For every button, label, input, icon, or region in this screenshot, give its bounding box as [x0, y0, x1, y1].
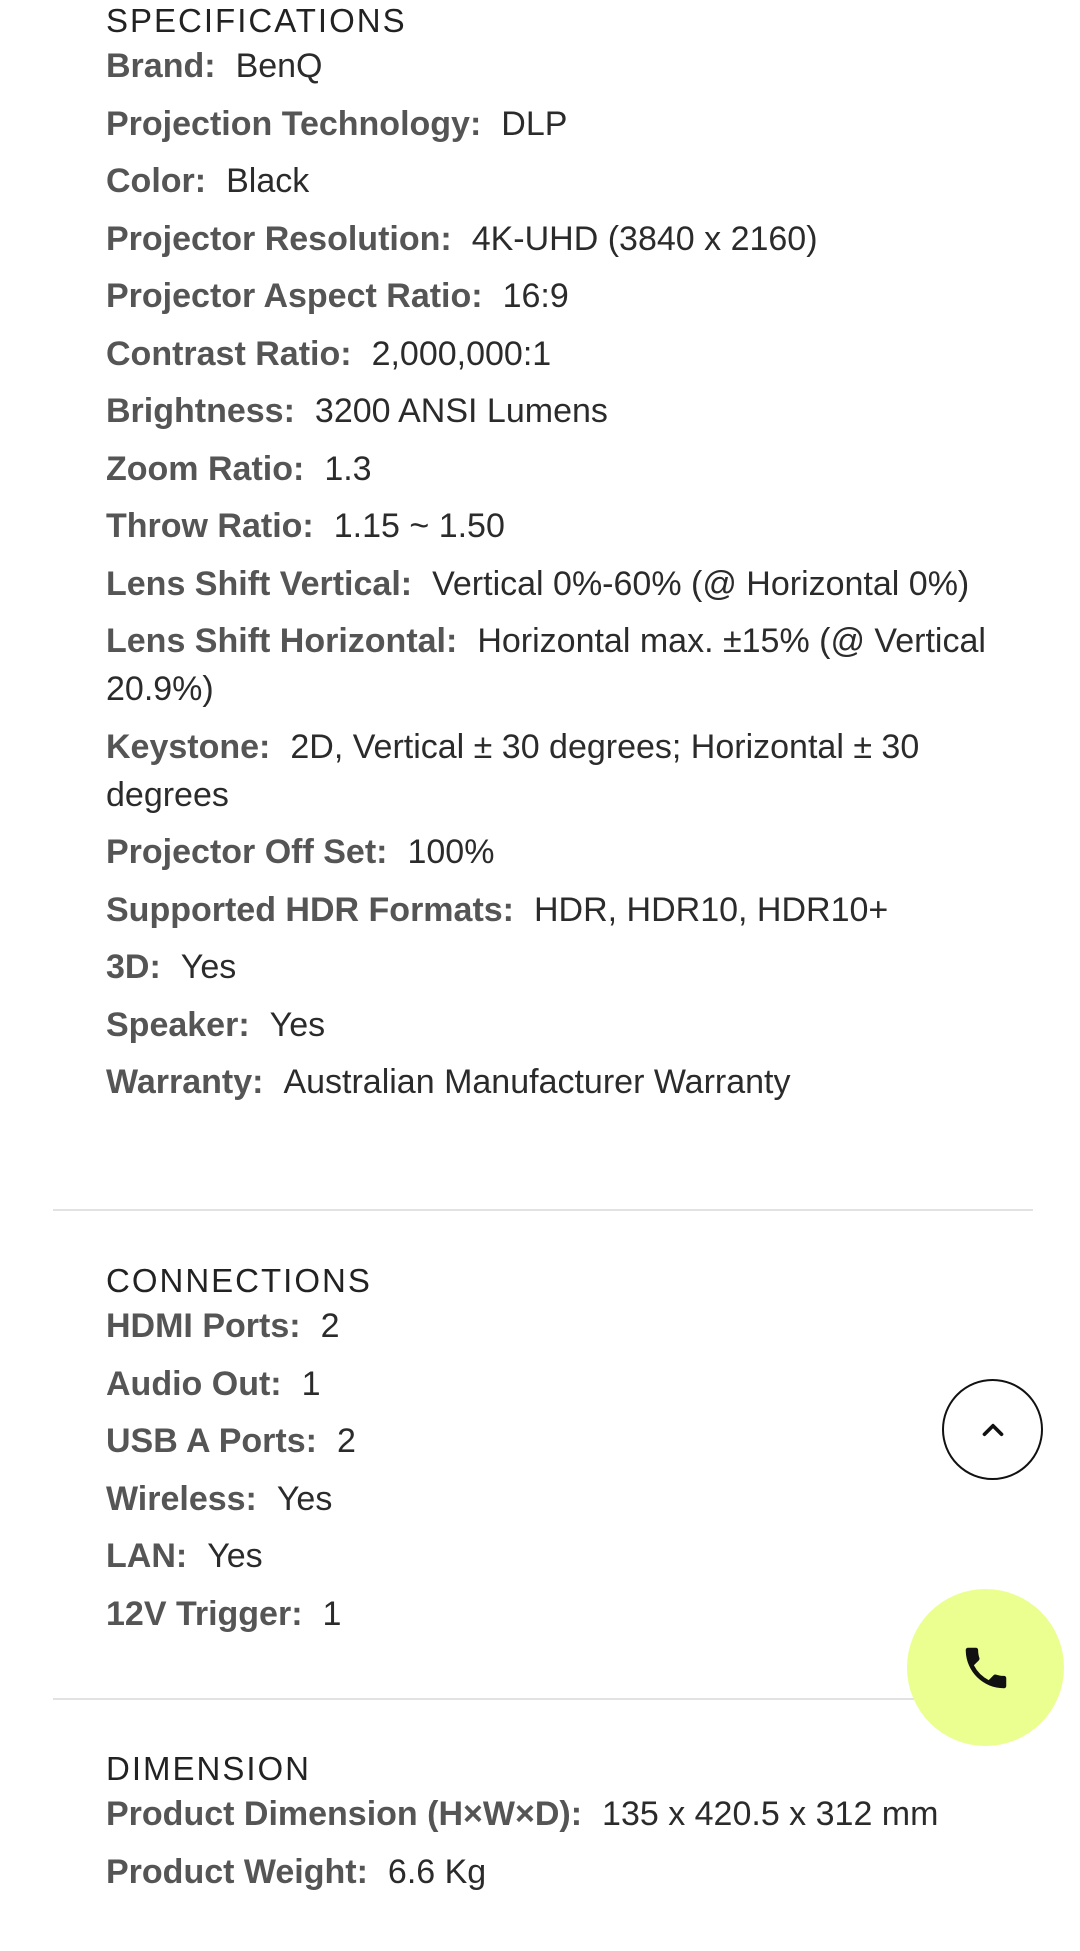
spec-row [106, 886, 986, 934]
spec-value: Yes [207, 1537, 263, 1575]
spec-row [106, 502, 986, 550]
spec-label: 3D: [106, 948, 161, 986]
spec-label: 12V Trigger: [106, 1594, 303, 1633]
section-title: CONNECTIONS [106, 1262, 372, 1299]
spec-label: HDMI Ports: [106, 1307, 301, 1345]
spec-label: Supported HDR Formats: [106, 890, 514, 929]
spec-label: Lens Shift Horizontal: [106, 622, 458, 660]
spec-label: LAN: [106, 1537, 188, 1575]
spec-row [106, 560, 986, 608]
spec-value: 2 [320, 1307, 340, 1345]
spec-value: 135 x 420.5 x 312 mm [602, 1795, 939, 1833]
spec-row [106, 1790, 986, 1838]
spec-value: Vertical 0%-60% (@ Horizontal 0%) [432, 564, 970, 603]
spec-row [106, 387, 986, 435]
spec-label: Projection Technology: [106, 104, 482, 143]
spec-row [106, 1001, 986, 1049]
spec-row [106, 943, 986, 991]
scroll-to-top-button[interactable] [942, 1379, 1043, 1480]
spec-value: 2,000,000:1 [371, 334, 552, 373]
spec-value: 1.15 ~ 1.50 [333, 507, 505, 545]
spec-value: 6.6 Kg [387, 1852, 487, 1891]
spec-value: Yes [276, 1479, 333, 1518]
spec-value: Yes [180, 948, 237, 986]
spec-row [106, 617, 986, 713]
spec-value: 16:9 [502, 277, 569, 315]
spec-label: Projector Aspect Ratio: [106, 277, 483, 315]
spec-row [106, 1058, 986, 1106]
dimension-section [106, 1748, 986, 1905]
spec-label: Audio Out: [106, 1364, 282, 1403]
spec-label: Contrast Ratio: [106, 334, 352, 373]
section-divider [53, 1209, 1033, 1211]
spec-value: 100% [407, 833, 495, 871]
spec-row [106, 1360, 986, 1408]
spec-list [106, 42, 986, 1106]
spec-row [106, 330, 986, 378]
spec-label: Product Dimension (H×W×D): [106, 1795, 583, 1833]
spec-row [106, 1590, 986, 1638]
spec-row [106, 828, 986, 876]
spec-row [106, 157, 986, 205]
spec-value: 4K-UHD (3840 x 2160) [471, 219, 818, 258]
spec-label: USB A Ports: [106, 1422, 317, 1460]
spec-value: 3200 ANSI Lumens [314, 392, 608, 430]
spec-row [106, 445, 986, 493]
spec-value: Australian Manufacturer Warranty [283, 1063, 791, 1101]
spec-label: Lens Shift Vertical: [106, 564, 413, 603]
section-title: DIMENSION [106, 1750, 312, 1787]
spec-value: 1 [301, 1364, 321, 1403]
spec-label: Brand: [106, 47, 216, 85]
chevron-up-icon [976, 1413, 1010, 1447]
spec-row [106, 100, 986, 148]
spec-row [106, 1302, 986, 1350]
spec-value: 1.3 [324, 449, 372, 488]
spec-label: Projector Off Set: [106, 833, 388, 871]
spec-list [106, 1302, 986, 1638]
spec-label: Projector Resolution: [106, 219, 452, 258]
connections-section [106, 1260, 986, 1647]
spec-label: Brightness: [106, 392, 295, 430]
spec-list [106, 1790, 986, 1896]
spec-label: Speaker: [106, 1005, 250, 1044]
spec-label: Warranty: [106, 1063, 264, 1101]
spec-label: Throw Ratio: [106, 507, 314, 545]
spec-value: BenQ [235, 47, 323, 85]
spec-label: Keystone: [106, 727, 271, 766]
spec-row [106, 215, 986, 263]
section-divider [53, 1698, 1033, 1700]
spec-row [106, 1532, 986, 1580]
spec-label: Color: [106, 162, 207, 200]
phone-icon [959, 1641, 1013, 1695]
spec-row [106, 42, 986, 90]
spec-value: 1 [322, 1594, 342, 1633]
spec-row [106, 272, 986, 320]
spec-row [106, 1848, 986, 1896]
spec-value: Black [226, 162, 310, 200]
spec-value: HDR, HDR10, HDR10+ [534, 890, 889, 929]
spec-row [106, 723, 986, 819]
spec-value: 2 [336, 1422, 356, 1460]
spec-row [106, 1475, 986, 1523]
spec-label: Zoom Ratio: [106, 449, 305, 488]
spec-value: 2D, Vertical ± 30 degrees; Horizontal ± 30 degrees [106, 727, 920, 814]
spec-label: Product Weight: [106, 1852, 368, 1891]
spec-value: Yes [269, 1005, 326, 1044]
call-button[interactable] [907, 1589, 1064, 1746]
specifications-section [106, 0, 986, 1116]
spec-row [106, 1417, 986, 1465]
spec-label: Wireless: [106, 1479, 257, 1518]
spec-value: Horizontal max. ±15% (@ Vertical 20.9%) [106, 622, 986, 708]
spec-value: DLP [501, 104, 568, 143]
section-title: SPECIFICATIONS [106, 2, 407, 39]
